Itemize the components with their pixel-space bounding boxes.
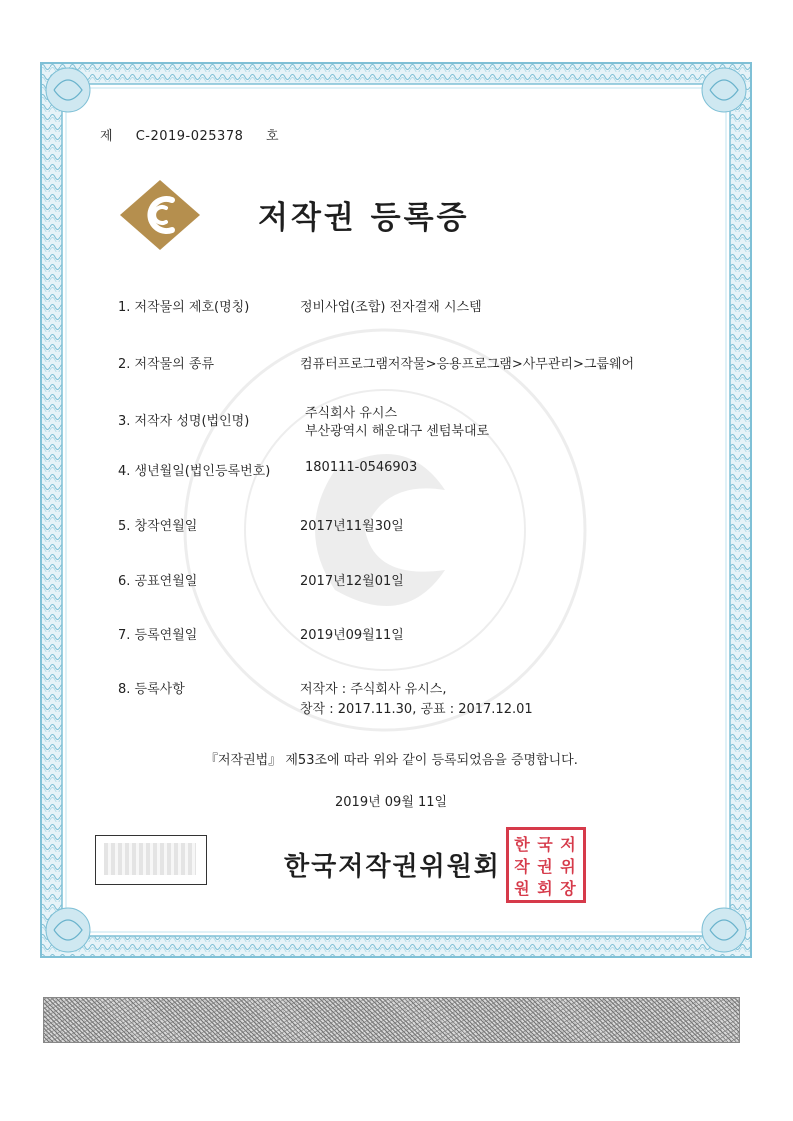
- issue-date: 2019년 09월 11일: [335, 795, 448, 810]
- item-value-address: 부산광역시 해운대구 센텀북대로: [305, 424, 490, 439]
- item-label-title: 1. 저작물의 제호(명칭): [118, 300, 250, 315]
- item-label-registration-date: 7. 등록연월일: [118, 628, 198, 643]
- doc-number-prefix: 제: [100, 129, 114, 144]
- doc-number-suffix: 호: [266, 129, 280, 144]
- security-noise-strip: [43, 997, 740, 1043]
- item-label-publication-date: 6. 공표연월일: [118, 574, 198, 589]
- item-value-registration-date: 2019년09월11일: [300, 628, 404, 643]
- item-label-registration-details: 8. 등록사항: [118, 682, 185, 697]
- copyright-commission-logo-icon: [120, 180, 200, 250]
- certification-statement: 『저작권법』 제53조에 따라 위와 같이 등록되었음을 증명합니다.: [205, 753, 578, 768]
- official-seal-icon: 한 국 저 작 권 위 원 회 장: [506, 827, 586, 903]
- item-label-author: 3. 저작자 성명(법인명): [118, 414, 250, 429]
- item-value-creation-date: 2017년11월30일: [300, 519, 404, 534]
- item-value-reg-number: 180111-0546903: [305, 460, 418, 475]
- item-value-registration-author: 저작자 : 주식회사 유시스,: [300, 682, 447, 697]
- doc-number-value: C-2019-025378: [135, 129, 244, 144]
- item-label-type: 2. 저작물의 종류: [118, 357, 215, 372]
- page-title: 저작권 등록증: [258, 200, 470, 236]
- item-value-title: 정비사업(조합) 전자결재 시스템: [300, 300, 482, 315]
- item-label-reg-number: 4. 생년월일(법인등록번호): [118, 464, 271, 479]
- item-value-registration-dates: 창작 : 2017.11.30, 공표 : 2017.12.01: [300, 702, 533, 717]
- item-value-type: 컴퓨터프로그램저작물>응용프로그램>사무관리>그룹웨어: [300, 357, 635, 372]
- item-value-publication-date: 2017년12월01일: [300, 574, 404, 589]
- item-label-creation-date: 5. 창작연월일: [118, 519, 198, 534]
- document-number: [100, 125, 297, 144]
- organization-name: 한국저작권위원회: [284, 852, 501, 882]
- item-value-author: 주식회사 유시스: [305, 406, 398, 421]
- stamp-box: [95, 835, 207, 885]
